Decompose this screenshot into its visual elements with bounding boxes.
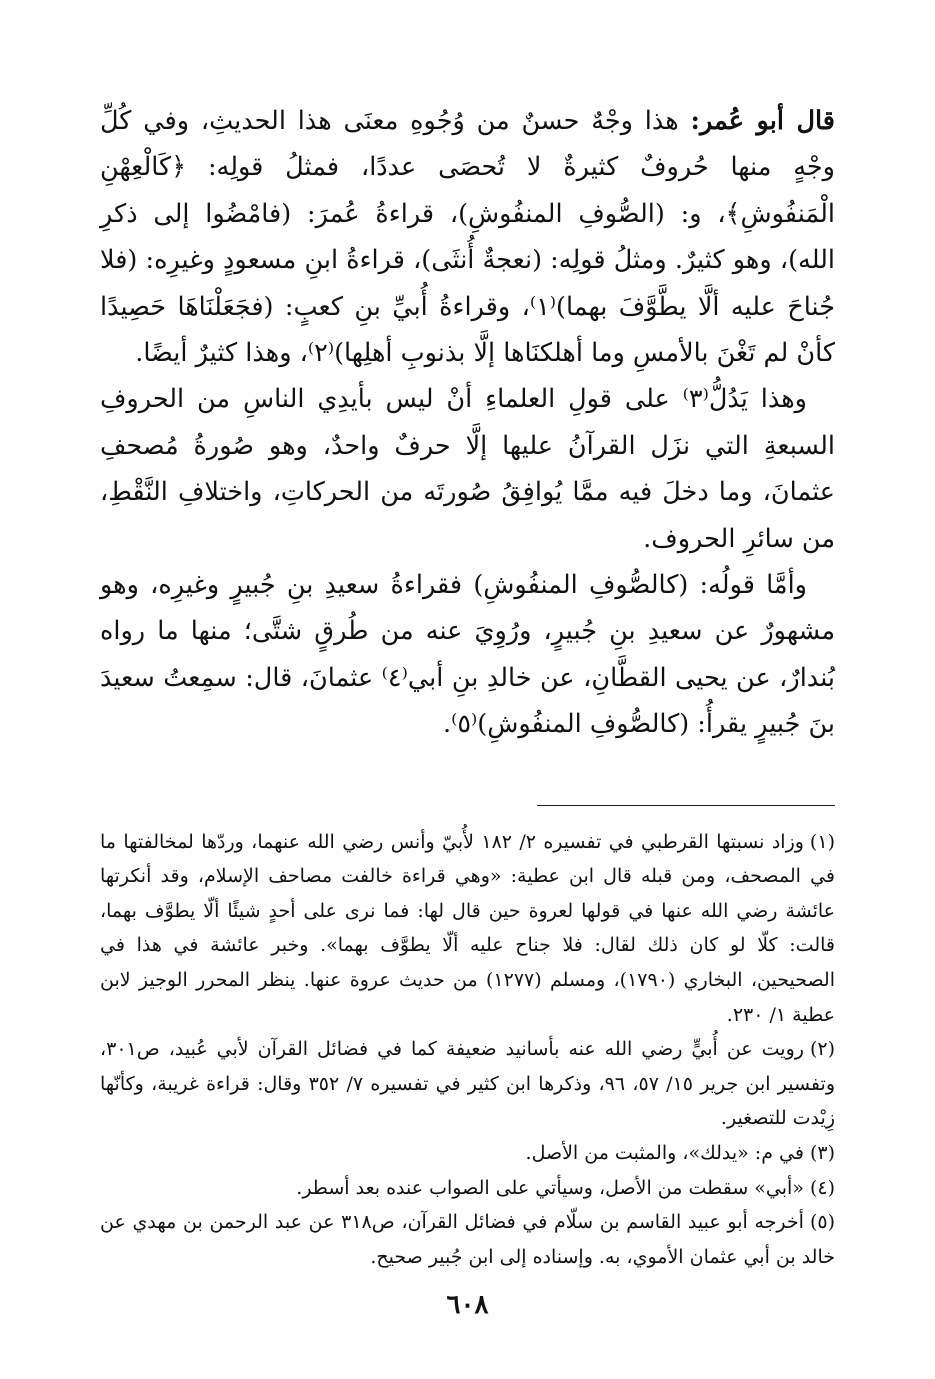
footnote-4 bbox=[100, 1171, 835, 1206]
page-number: ٦٠٨ bbox=[446, 1290, 489, 1320]
main-text bbox=[100, 98, 835, 748]
paragraph-text: وأمَّا قولُه: (كالصُّوفِ المنفُوشِ) فقراءةُ سعيدِ بنِ جُبيرٍ وغيرِه، وهو مشهورٌ عن سعيدِ بنِ جُبيرٍ، ورُوِيَ عنه من طُرقٍ شتَّى؛ منها ما رواه بُندارٌ، عن يحيى القطَّانِ، عن خالدِ بنِ أبي⁽٤⁾ عثمانَ، قال: سمِعتُ سعيدَ بنَ جُبيرٍ يقرأُ: (كالصُّوفِ المنفُوشِ)⁽٥⁾. bbox=[100, 570, 835, 740]
footnote-number: (٥) bbox=[809, 1211, 835, 1234]
footnote-number: (١) bbox=[809, 830, 835, 853]
paragraph-text: هذا وجْهٌ حسنٌ من وُجُوهِ معنَى هذا الحديثِ، وفي كُلِّ وجْهٍ منها حُروفٌ كثيرةٌ لا تُحصَى عددًا، فمثلُ قولِه: ﴿كَالْعِهْنِ الْمَنفُوشِ﴾، و: (الصُّوفِ المنفُوشِ)، قراءةُ عُمرَ: (فامْضُوا إلى ذكرِ الله)، وهو كثيرٌ. ومثلُ قولِه: (نعجةٌ أُنثَى)، قراءةُ ابنِ مسعودٍ وغيرِه: (فلا جُناحَ عليه ألَّا يطَّوَّفَ بهما)⁽١⁾، وقراءةُ أُبيِّ بنِ كعبٍ: (فجَعَلْنَاهَا حَصِيدًا كأنْ لم تَغْنَ بالأمسِ وما أهلكنَاها إلَّا بذنوبِ أهلِها)⁽٢⁾، وهذا كثيرٌ أيضًا. bbox=[100, 106, 835, 369]
footnote-5 bbox=[100, 1205, 835, 1274]
footnotes bbox=[100, 825, 835, 1275]
footnote-1 bbox=[100, 825, 835, 1033]
footnote-text: في م: «يدلك»، والمثبت من الأصل. bbox=[525, 1142, 804, 1165]
footnote-text: وزاد نسبتها القرطبي في تفسيره ٢/ ١٨٢ لأُبيّ وأنس رضي الله عنهما، وردّها لمخالفتها ما في المصحف، ومن قبله قال ابن عطية: «وهي قراءة خالفت مصاحف الإسلام، وقد أنكرتها عائشة رضي الله عنها في قولها لعروة حين قال لها: فما نرى على أحدٍ شيئًا ألّا يطوَّف بهما، قالت: كلّا لو كان ذلك لقال: فلا جناح عليه ألّا يطوَّف بهما». وخبر عائشة في هذا في الصحيحين، البخاري (١٧٩٠)، ومسلم (١٢٧٧) من حديث عروة عنها. ينظر المحرر الوجيز لابن عطية ١/ ٢٣٠. bbox=[100, 830, 836, 1026]
footnote-2 bbox=[100, 1032, 835, 1136]
paragraph-text: وهذا يَدُلُّ⁽٣⁾ على قولِ العلماءِ أنْ ليس بأيدِي الناسِ من الحروفِ السبعةِ التي نزَل القرآنُ عليها إلَّا حرفٌ واحدٌ، وهو صُورةُ مُصحفِ عثمانَ، وما دخلَ فيه ممَّا يُوافِقُ صُورتَه من الحركاتِ، واختلافِ النَّقْطِ، من سائرِ الحروف. bbox=[100, 384, 835, 554]
footnote-number: (٤) bbox=[809, 1176, 835, 1199]
footnote-text: أخرجه أبو عبيد القاسم بن سلّام في فضائل القرآن، ص٣١٨ عن عبد الرحمن بن مهدي عن خالد بن أبي عثمان الأموي، به. وإسناده إلى ابن جُبير صحيح. bbox=[100, 1211, 835, 1268]
footnote-number: (٢) bbox=[809, 1038, 835, 1061]
footnote-text: رويت عن أُبيٍّ رضي الله عنه بأسانيد ضعيفة كما في فضائل القرآن لأبي عُبيد، ص٣٠١، وتفسير ابن جرير ١٥/ ٥٧، ٩٦، وذكرها ابن كثير في تفسيره ٧/ ٣٥٢ وقال: قراءة غريبة، وكأنّها زِيْدت للتصغير. bbox=[100, 1038, 836, 1130]
paragraph-2 bbox=[100, 376, 835, 562]
paragraph-1 bbox=[100, 98, 835, 376]
footnote-text: «أبي» سقطت من الأصل، وسيأتي على الصواب عنده بعد أسطر. bbox=[296, 1176, 804, 1199]
footnote-number: (٣) bbox=[809, 1142, 835, 1165]
footnote-3 bbox=[100, 1136, 835, 1171]
paragraph-3 bbox=[100, 562, 835, 748]
footnote-separator bbox=[537, 805, 835, 806]
paragraph-lead: قال أبو عُمر: bbox=[690, 106, 835, 136]
